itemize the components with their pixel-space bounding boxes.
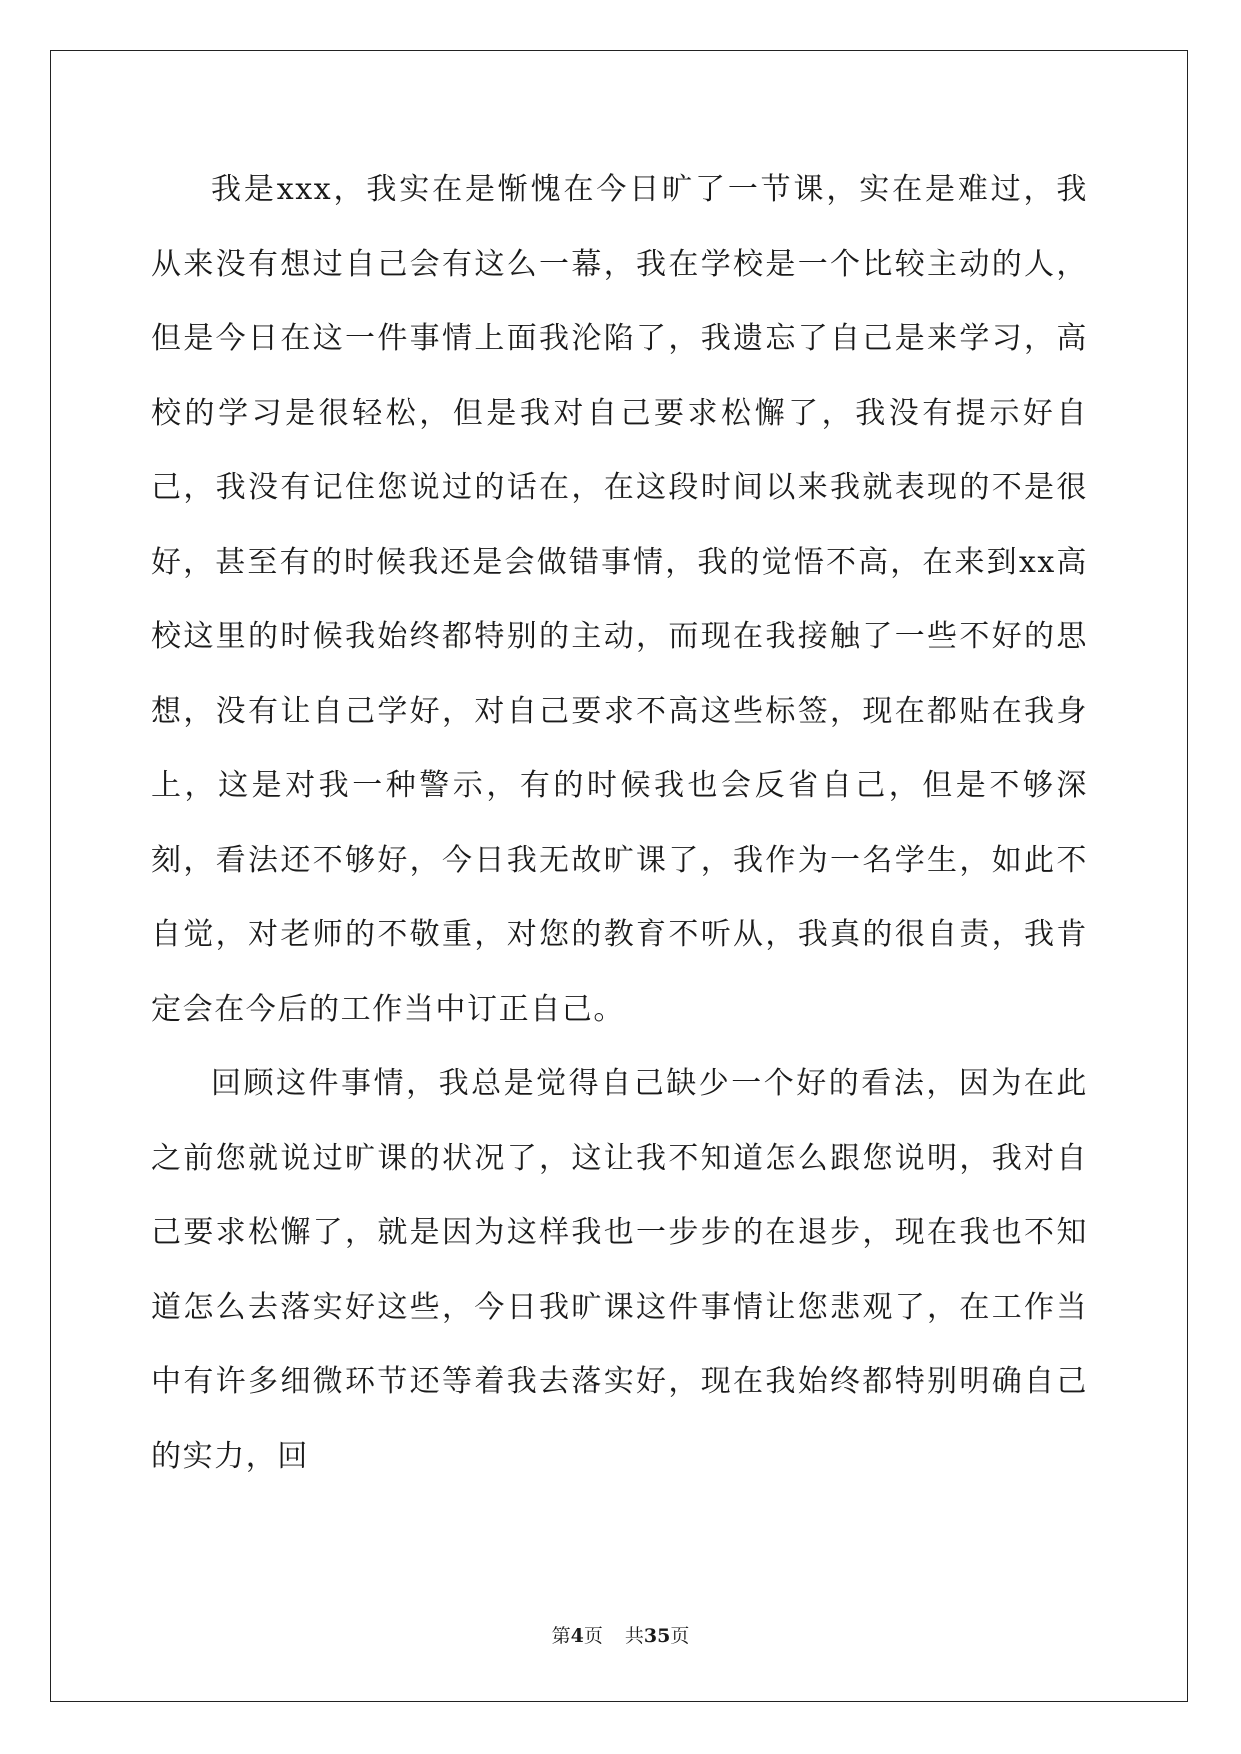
page-footer bbox=[0, 1621, 1241, 1648]
paragraph-2: 回顾这件事情，我总是觉得自己缺少一个好的看法，因为在此之前您就说过旷课的状况了，这让我不知道怎么跟您说明，我对自己要求松懈了，就是因为这样我也一步步的在退步，现在我也不知道怎么去落实好这些，今日我旷课这件事情让您悲观了，在工作当中有许多细微环节还等着我去落实好，现在我始终都特别明确自己的实力，回 bbox=[151, 1066, 1088, 1474]
total-prefix: 共 bbox=[624, 1625, 644, 1647]
total-suffix: 页 bbox=[670, 1625, 690, 1647]
page-suffix: 页 bbox=[583, 1625, 603, 1647]
total-pages: 35 bbox=[643, 1625, 671, 1647]
paragraph-1: 我是xxx，我实在是惭愧在今日旷了一节课，实在是难过，我从来没有想过自己会有这么一幕，我在学校是一个比较主动的人，但是今日在这一件事情上面我沦陷了，我遗忘了自己是来学习，高校的学习是很轻松，但是我对自己要求松懈了，我没有提示好自己，我没有记住您说过的话在，在这段时间以来我就表现的不是很好，甚至有的时候我还是会做错事情，我的觉悟不高，在来到xx高校这里的时候我始终都特别的主动，而现在我接触了一些不好的思想，没有让自己学好，对自己要求不高这些标签，现在都贴在我身上，这是对我一种警示，有的时候我也会反省自己，但是不够深刻，看法还不够好，今日我无故旷课了，我作为一名学生，如此不自觉，对老师的不敬重，对您的教育不听从，我真的很自责，我肯定会在今后的工作当中订正自己。 bbox=[151, 172, 1088, 1027]
page-number: 4 bbox=[570, 1625, 584, 1647]
document-body bbox=[151, 153, 1088, 1494]
page-prefix: 第 bbox=[551, 1625, 571, 1647]
